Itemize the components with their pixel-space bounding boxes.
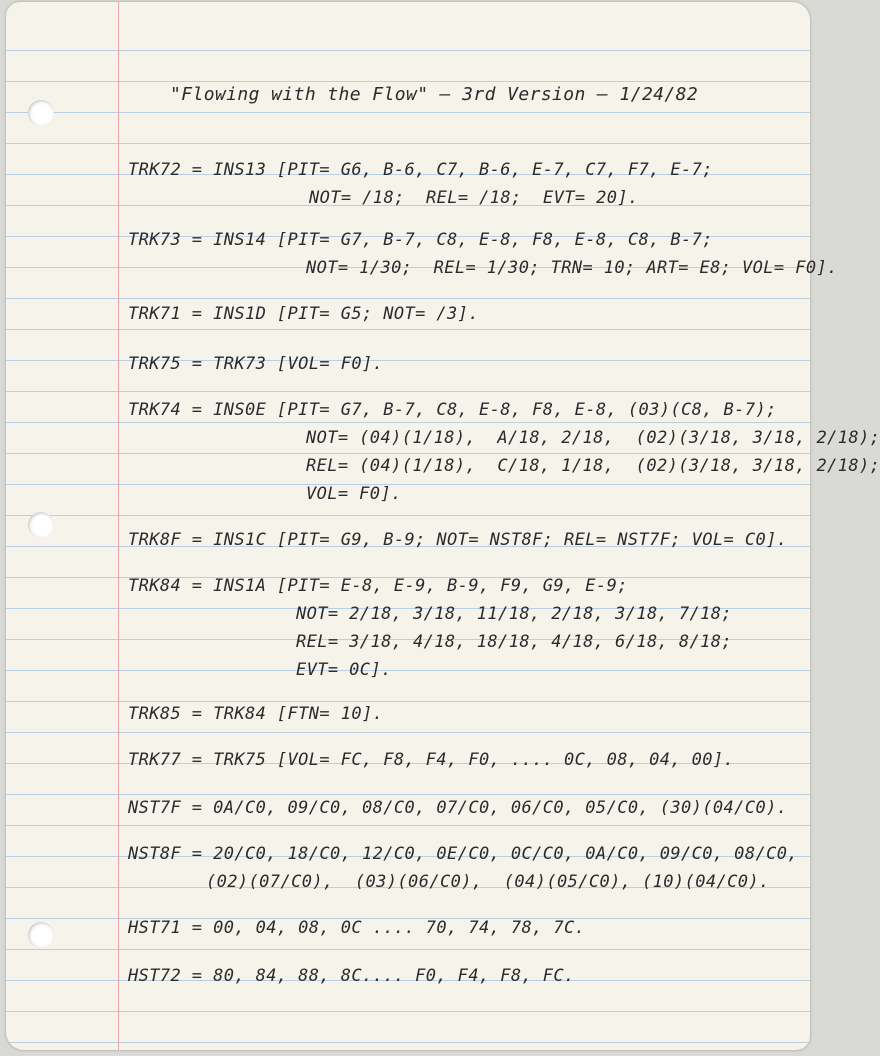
code-line: TRK77 = TRK75 [VOL= FC, F8, F4, F0, .... 0C, 08, 04, 00].: [128, 750, 735, 770]
code-line: NOT= 2/18, 3/18, 11/18, 2/18, 3/18, 7/18;: [296, 604, 733, 624]
code-line: TRK72 = INS13 [PIT= G6, B-6, C7, B-6, E-7, C7, F7, E-7;: [128, 160, 713, 180]
code-line: NST8F = 20/C0, 18/C0, 12/C0, 0E/C0, 0C/C0, 0A/C0, 09/C0, 08/C0,: [128, 844, 798, 864]
code-line: TRK75 = TRK73 [VOL= F0].: [128, 354, 384, 374]
code-line: TRK73 = INS14 [PIT= G7, B-7, C8, E-8, F8, E-8, C8, B-7;: [128, 230, 713, 250]
code-line: NST7F = 0A/C0, 09/C0, 08/C0, 07/C0, 06/C0, 05/C0, (30)(04/C0).: [128, 798, 788, 818]
code-line: REL= 3/18, 4/18, 18/18, 4/18, 6/18, 8/18;: [296, 632, 733, 652]
code-line: NOT= 1/30; REL= 1/30; TRN= 10; ART= E8; VOL= F0].: [306, 258, 838, 278]
code-line: NOT= (04)(1/18), A/18, 2/18, (02)(3/18, 3/18, 2/18);: [306, 428, 880, 448]
code-line: (02)(07/C0), (03)(06/C0), (04)(05/C0), (10)(04/C0).: [206, 872, 770, 892]
code-line: VOL= F0].: [306, 484, 402, 504]
code-line: TRK85 = TRK84 [FTN= 10].: [128, 704, 384, 724]
margin-line: [118, 2, 119, 1050]
page-title: "Flowing with the Flow" — 3rd Version — 1/24/82: [170, 84, 699, 105]
code-line: HST71 = 00, 04, 08, 0C .... 70, 74, 78, 7C.: [128, 918, 586, 938]
code-line: TRK84 = INS1A [PIT= E-8, E-9, B-9, F9, G9, E-9;: [128, 576, 628, 596]
code-line: TRK74 = INS0E [PIT= G7, B-7, C8, E-8, F8, E-8, (03)(C8, B-7);: [128, 400, 777, 420]
binder-hole: [28, 512, 54, 538]
code-line: REL= (04)(1/18), C/18, 1/18, (02)(3/18, 3/18, 2/18);: [306, 456, 880, 476]
code-line: HST72 = 80, 84, 88, 8C.... F0, F4, F8, FC.: [128, 966, 575, 986]
code-line: NOT= /18; REL= /18; EVT= 20].: [309, 188, 639, 208]
notebook-page: [6, 2, 880, 1050]
code-line: EVT= 0C].: [296, 660, 392, 680]
binder-hole: [28, 922, 54, 948]
code-line: TRK8F = INS1C [PIT= G9, B-9; NOT= NST8F; REL= NST7F; VOL= C0].: [128, 530, 788, 550]
code-line: TRK71 = INS1D [PIT= G5; NOT= /3].: [128, 304, 479, 324]
binder-hole: [28, 100, 54, 126]
